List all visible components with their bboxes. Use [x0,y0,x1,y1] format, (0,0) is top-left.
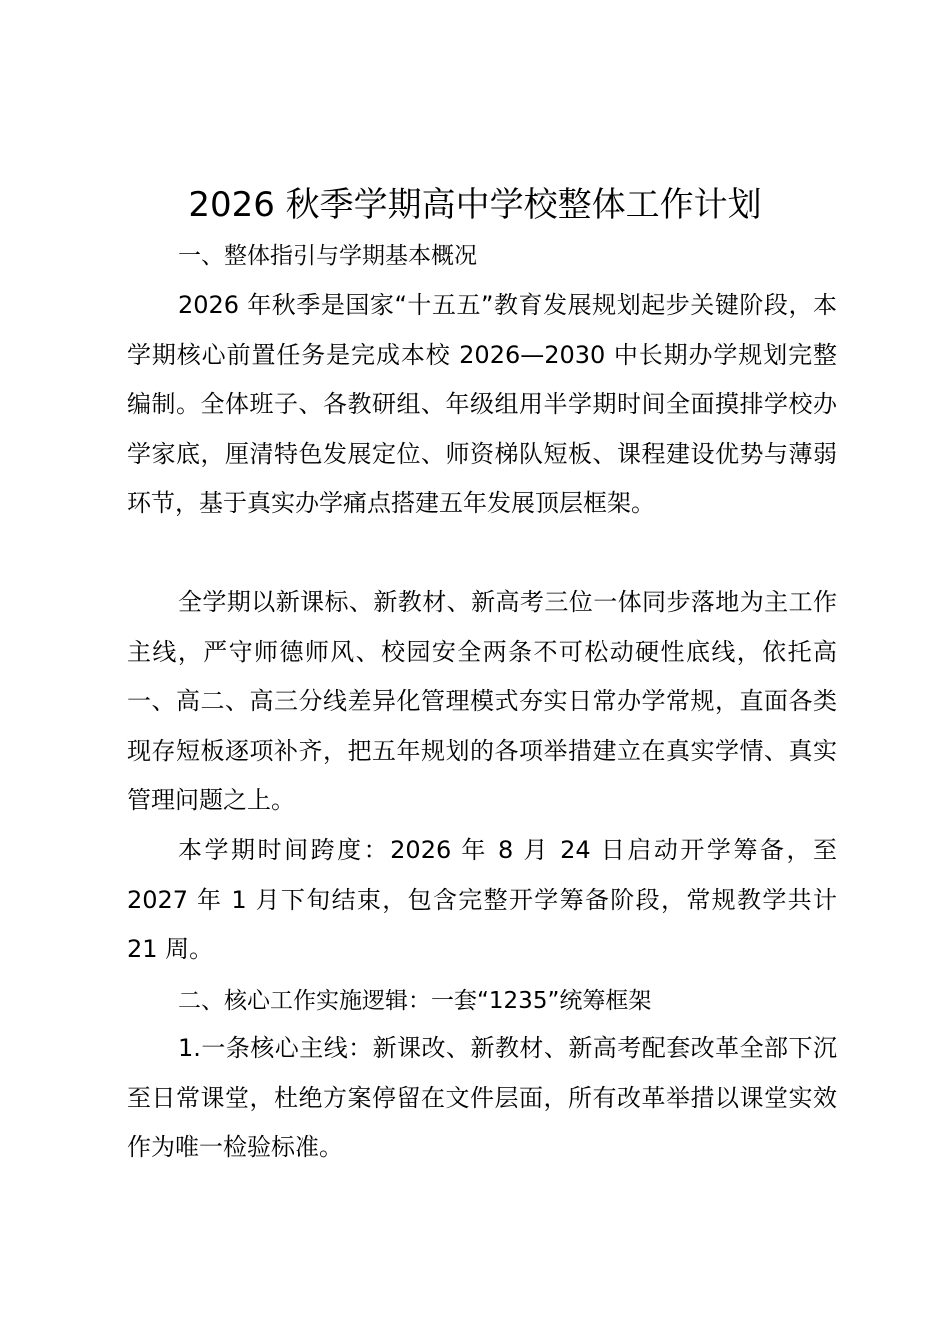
paragraph-overview: 2026 年秋季是国家“十五五”教育发展规划起步关键阶段，本学期核心前置任务是完成本校 2026—2030 中长期办学规划完整编制。全体班子、各教研组、年级组用半学期时间全面摸排学校办学家底，厘清特色发展定位、师资梯队短板、课程建设优势与薄弱环节，基于真实办学痛点搭建五年发展顶层框架。 [127,291,837,517]
list-item-core-line: 1.一条核心主线：新课改、新教材、新高考配套改革全部下沉至日常课堂，杜绝方案停留在文件层面，所有改革举措以课堂实效作为唯一检验标准。 [127,1034,837,1161]
section-heading-2: 二、核心工作实施逻辑：一套“1235”统筹框架 [178,988,652,1014]
document-title: 2026 秋季学期高中学校整体工作计划 [188,185,762,225]
section-heading-1: 一、整体指引与学期基本概况 [178,243,477,269]
paragraph-schedule: 本学期时间跨度：2026 年 8 月 24 日启动开学筹备，至 2027 年 1 月下旬结束，包含完整开学筹备阶段，常规教学共计 21 周。 [127,836,837,963]
paragraph-main-line: 全学期以新课标、新教材、新高考三位一体同步落地为主工作主线，严守师德师风、校园安全两条不可松动硬性底线，依托高一、高二、高三分线差异化管理模式夯实日常办学常规，直面各类现存短板逐项补齐，把五年规划的各项举措建立在真实学情、真实管理问题之上。 [127,588,837,814]
